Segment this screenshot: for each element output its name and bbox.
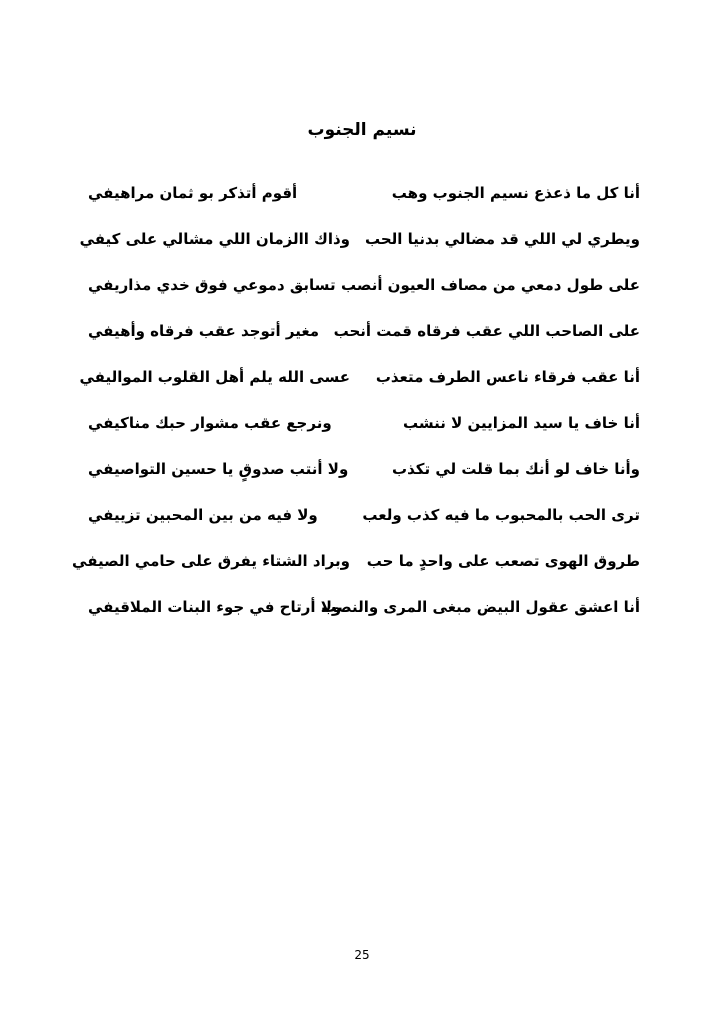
verse-6 bbox=[88, 411, 640, 457]
verse-first-hemistich: على طول دمعي من مصاف العيون أنصب bbox=[341, 276, 640, 294]
verse-first-hemistich: ترى الحب بالمحبوب ما فيه كذب ولعب bbox=[362, 506, 640, 524]
verse-second-hemistich: وبراد الشتاء يفرق على حامي الصيفي bbox=[72, 552, 350, 570]
verse-first-hemistich: أنا اعشق عقول البيض مبغى المرى والنصب bbox=[321, 598, 640, 616]
poem-title: نسيم الجنوب bbox=[307, 120, 417, 140]
verse-8 bbox=[88, 503, 640, 549]
verse-first-hemistich: ويطري لي اللي قد مضالي بدنيا الحب bbox=[364, 230, 640, 248]
verse-second-hemistich: ولا فيه من بين المحبين تزييفي bbox=[88, 506, 318, 524]
verse-first-hemistich: طروق الهوى تصعب على واحدٍ ما حب bbox=[366, 552, 640, 570]
verse-second-hemistich: ونرجع عقب مشوار حبك مناكيفي bbox=[88, 414, 332, 432]
poem-body bbox=[72, 181, 640, 641]
page-number: 25 bbox=[354, 948, 370, 962]
verse-9 bbox=[72, 549, 640, 595]
verse-second-hemistich: تسابق دموعي فوق خدي مذاريفي bbox=[88, 276, 336, 294]
verse-first-hemistich: أنا كل ما ذعذع نسيم الجنوب وهب bbox=[391, 184, 640, 202]
verse-second-hemistich: عسى الله يلم أهل القلوب المواليفي bbox=[79, 368, 350, 386]
verse-first-hemistich: أنا عقب فرقاء ناعس الطرف متعذب bbox=[375, 368, 640, 386]
verse-5 bbox=[79, 365, 640, 411]
verse-second-hemistich: ولا أنتب صدوقٍ يا حسين التواصيفي bbox=[88, 460, 349, 478]
verse-10 bbox=[88, 595, 640, 641]
verse-first-hemistich: وأنا خاف لو أنك بما قلت لي تكذب bbox=[392, 460, 640, 478]
verse-3 bbox=[88, 273, 640, 319]
verse-first-hemistich: على الصاحب اللي عقب فرقاه قمت أنحب bbox=[333, 322, 640, 340]
verse-7 bbox=[88, 457, 640, 503]
verse-4 bbox=[88, 319, 640, 365]
verse-second-hemistich: مغير أتوجد عقب فرقاه وأهيفي bbox=[88, 322, 320, 340]
verse-1 bbox=[88, 181, 640, 227]
verse-second-hemistich: أقوم أتذكر بو ثمان مراهيفي bbox=[88, 184, 298, 202]
verse-second-hemistich: وذاك االزمان اللي مشالي على كيفي bbox=[79, 230, 350, 248]
verse-second-hemistich: ولا أرتاح في جوء البنات الملاقيفي bbox=[88, 598, 342, 616]
verse-2 bbox=[79, 227, 640, 273]
verse-first-hemistich: أنا خاف يا سيد المزايين لا ننشب bbox=[402, 414, 640, 432]
